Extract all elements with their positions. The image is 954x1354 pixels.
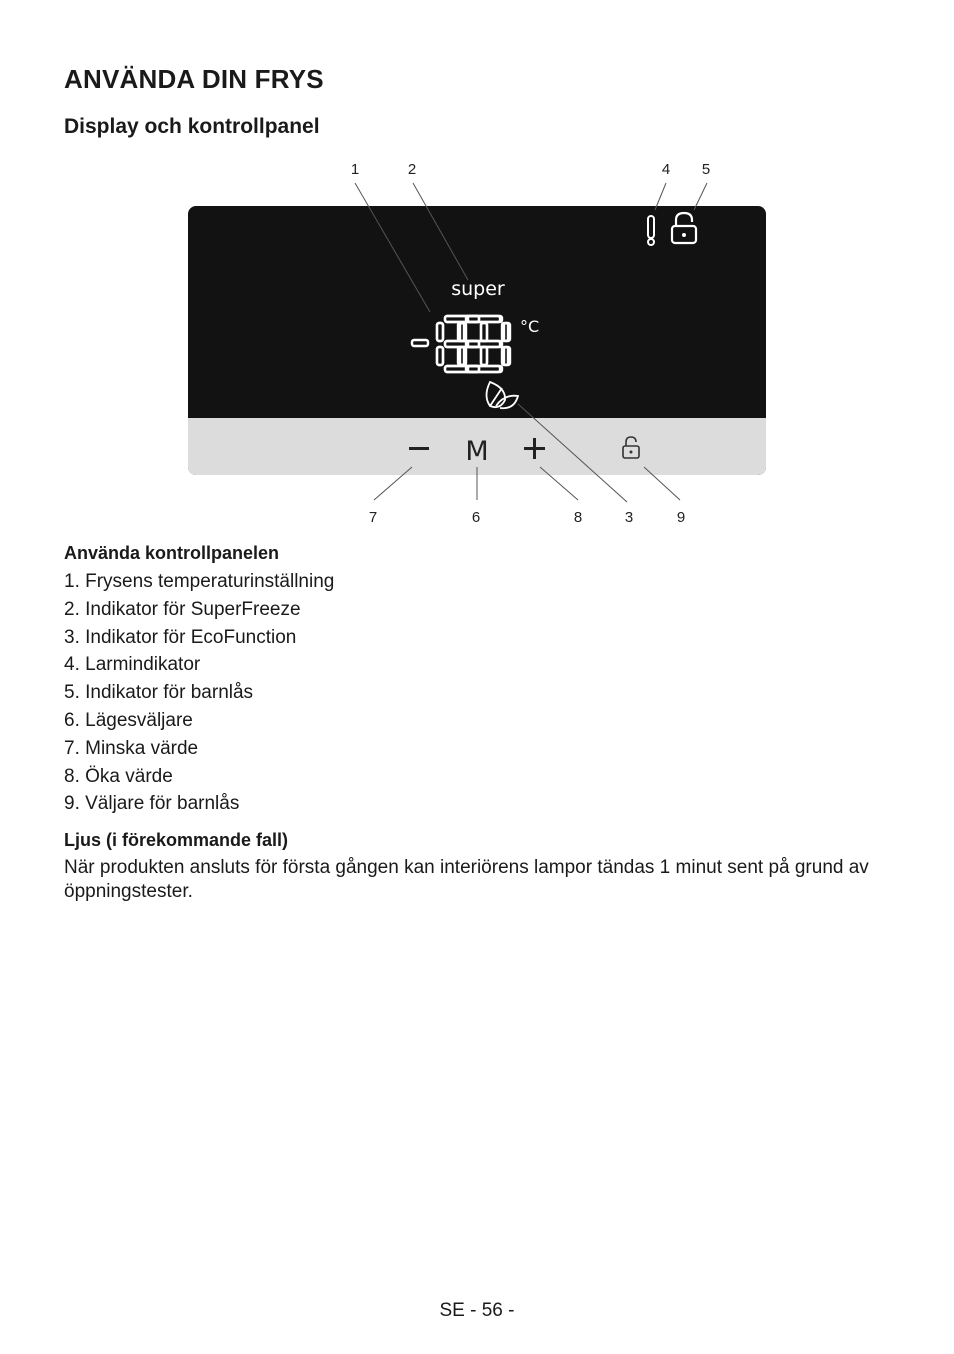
controls-list bbox=[64, 568, 334, 818]
list-item: 8. Öka värde bbox=[64, 765, 173, 787]
celsius-unit: °C bbox=[520, 317, 540, 336]
light-heading: Ljus (i förekommande fall) bbox=[64, 830, 289, 850]
callout-7: 7 bbox=[368, 509, 378, 526]
list-item: 2. Indikator för SuperFreeze bbox=[64, 598, 301, 620]
list-item: 7. Minska värde bbox=[64, 737, 199, 759]
callout-9: 9 bbox=[676, 509, 686, 526]
list-item: 4. Larmindikator bbox=[64, 654, 201, 676]
control-panel-diagram bbox=[0, 150, 954, 530]
list-item: 3. Indikator för EcoFunction bbox=[64, 626, 297, 648]
super-indicator: super bbox=[451, 278, 505, 300]
section-subtitle: Display och kontrollpanel bbox=[64, 115, 320, 138]
minus-button[interactable] bbox=[409, 447, 429, 450]
callout-1: 1 bbox=[350, 161, 360, 178]
page-title: ANVÄNDA DIN FRYS bbox=[64, 64, 324, 94]
callout-5: 5 bbox=[701, 161, 711, 178]
mode-button[interactable]: M bbox=[465, 436, 489, 467]
callout-8: 8 bbox=[573, 509, 583, 526]
callout-6: 6 bbox=[471, 509, 481, 526]
callout-2: 2 bbox=[407, 161, 417, 178]
list-item: 5. Indikator för barnlås bbox=[64, 682, 254, 704]
callout-3: 3 bbox=[624, 509, 634, 526]
list-item: 9. Väljare för barnlås bbox=[64, 793, 240, 815]
list-item: 1. Frysens temperaturinställning bbox=[64, 571, 335, 592]
list-item: 6. Lägesväljare bbox=[64, 709, 193, 731]
controls-heading: Använda kontrollpanelen bbox=[64, 543, 280, 563]
light-paragraph: När produkten ansluts för första gången kan interiörens lampor tändas 1 minut sent på grund av öppningstester. bbox=[64, 857, 869, 902]
page-number: SE - 56 - bbox=[439, 1300, 515, 1321]
callout-4: 4 bbox=[661, 161, 671, 178]
